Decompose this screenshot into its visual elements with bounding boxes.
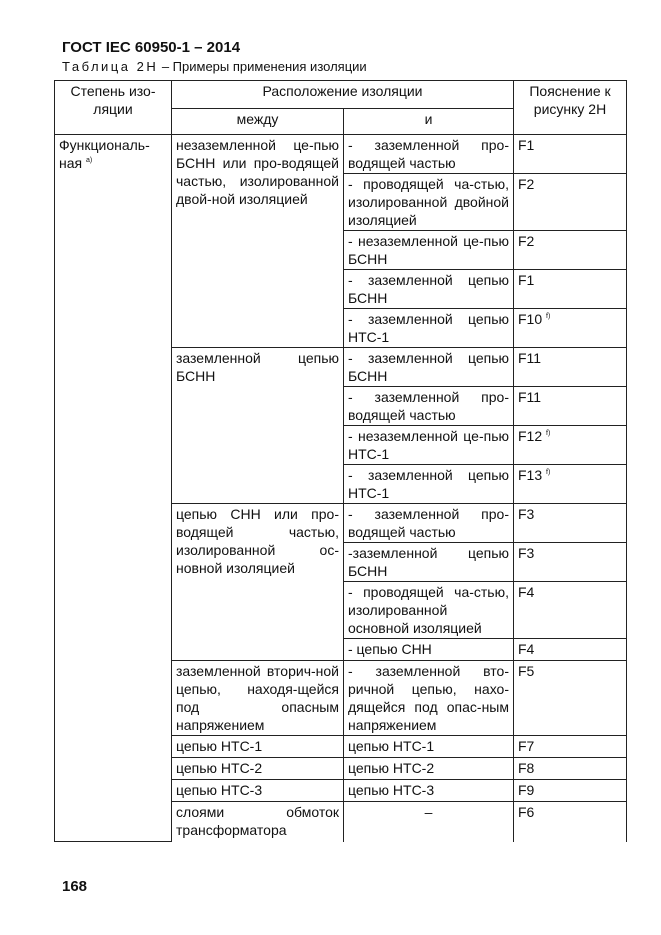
and-cell: цепью НТС-1 bbox=[344, 736, 514, 758]
and-cell: - заземленной цепью БСНН bbox=[344, 270, 514, 309]
table-label: Таблица 2Н bbox=[62, 59, 159, 74]
and-cell: - заземленной цепью НТС-1 bbox=[344, 309, 514, 348]
explanation-cell bbox=[514, 802, 627, 842]
and-cell: - заземленной вто-ричной цепью, нахо-дящейся под опас-ным напряжением bbox=[344, 661, 514, 736]
figure-code: F4 bbox=[518, 584, 535, 600]
and-cell: - цепью СНН bbox=[344, 639, 514, 661]
between-cell: цепью НТС-2 bbox=[172, 758, 344, 780]
explanation-cell bbox=[514, 582, 627, 639]
explanation-cell bbox=[514, 736, 627, 758]
between-cell: цепью НТС-1 bbox=[172, 736, 344, 758]
table-row bbox=[55, 135, 627, 174]
table-caption-text: – Примеры применения изоляции bbox=[161, 59, 367, 74]
figure-code: F6 bbox=[518, 804, 535, 820]
figure-code: F3 bbox=[518, 545, 535, 561]
insulation-level-cell bbox=[55, 135, 172, 842]
explanation-cell bbox=[514, 504, 627, 543]
insulation-table bbox=[54, 80, 627, 842]
insulation-level-note: a) bbox=[86, 157, 93, 164]
and-cell: - незаземленной це-пью НТС-1 bbox=[344, 426, 514, 465]
footnote-ref: f) bbox=[546, 313, 551, 320]
and-cell: - незаземленной це-пью БСНН bbox=[344, 231, 514, 270]
figure-code: F2 bbox=[518, 233, 535, 249]
figure-code: F4 bbox=[518, 641, 535, 657]
between-cell: заземленной цепью БСНН bbox=[172, 348, 344, 504]
header-location: Расположение изоляции bbox=[172, 81, 514, 109]
header-degree: Степень изо-ляции bbox=[55, 81, 172, 135]
figure-code: F5 bbox=[518, 663, 535, 679]
explanation-cell bbox=[514, 135, 627, 174]
figure-code: F2 bbox=[518, 176, 535, 192]
explanation-cell bbox=[514, 387, 627, 426]
and-cell: - заземленной про-водящей частью bbox=[344, 135, 514, 174]
header-between: между bbox=[172, 109, 344, 135]
between-cell: цепью НТС-3 bbox=[172, 780, 344, 802]
and-cell: - проводящей ча-стью, изолированной основной изоляцией bbox=[344, 582, 514, 639]
and-cell: - заземленной цепью НТС-1 bbox=[344, 465, 514, 504]
footnote-ref: f) bbox=[546, 430, 551, 437]
explanation-cell bbox=[514, 661, 627, 736]
figure-code: F7 bbox=[518, 738, 535, 754]
figure-code: F12 bbox=[518, 428, 543, 444]
explanation-cell bbox=[514, 426, 627, 465]
figure-code: F9 bbox=[518, 782, 535, 798]
explanation-cell bbox=[514, 465, 627, 504]
figure-code: F13 bbox=[518, 467, 543, 483]
and-cell: - заземленной про-водящей частью bbox=[344, 387, 514, 426]
explanation-cell bbox=[514, 780, 627, 802]
and-cell: -заземленной цепью БСНН bbox=[344, 543, 514, 582]
between-cell: слоями обмоток трансформатора bbox=[172, 802, 344, 842]
document-header: ГОСТ IEC 60950-1 – 2014 bbox=[62, 39, 241, 56]
between-cell: незаземленной це-пью БСНН или про-водящей частью, изолированной двой-ной изоляцией bbox=[172, 135, 344, 348]
between-cell: заземленной вторич-ной цепью, находя-щейся под опасным напряжением bbox=[172, 661, 344, 736]
explanation-cell bbox=[514, 231, 627, 270]
explanation-cell bbox=[514, 639, 627, 661]
explanation-cell bbox=[514, 348, 627, 387]
figure-code: F3 bbox=[518, 506, 535, 522]
page-number: 168 bbox=[62, 878, 88, 895]
and-cell: цепью НТС-3 bbox=[344, 780, 514, 802]
table-caption bbox=[62, 59, 367, 74]
figure-code: F11 bbox=[518, 389, 542, 405]
explanation-cell bbox=[514, 270, 627, 309]
explanation-cell bbox=[514, 543, 627, 582]
between-cell: цепью СНН или про-водящей частью, изолированной ос-новной изоляцией bbox=[172, 504, 344, 661]
and-cell: - заземленной цепью БСНН bbox=[344, 348, 514, 387]
figure-code: F11 bbox=[518, 350, 542, 366]
header-explanation: Пояснение к рисунку 2Н bbox=[514, 81, 627, 135]
and-cell: - проводящей ча-стью, изолированной двойной изоляцией bbox=[344, 174, 514, 231]
figure-code: F8 bbox=[518, 760, 535, 776]
explanation-cell bbox=[514, 758, 627, 780]
footnote-ref: f) bbox=[546, 469, 551, 476]
explanation-cell bbox=[514, 174, 627, 231]
figure-code: F1 bbox=[518, 137, 535, 153]
and-cell: – bbox=[344, 802, 514, 842]
and-cell: - заземленной про-водящей частью bbox=[344, 504, 514, 543]
figure-code: F10 bbox=[518, 311, 543, 327]
explanation-cell bbox=[514, 309, 627, 348]
header-and: и bbox=[344, 109, 514, 135]
table-body bbox=[55, 81, 627, 842]
insulation-level-text: Функциональ-ная bbox=[59, 137, 150, 171]
figure-code: F1 bbox=[518, 272, 535, 288]
and-cell: цепью НТС-2 bbox=[344, 758, 514, 780]
